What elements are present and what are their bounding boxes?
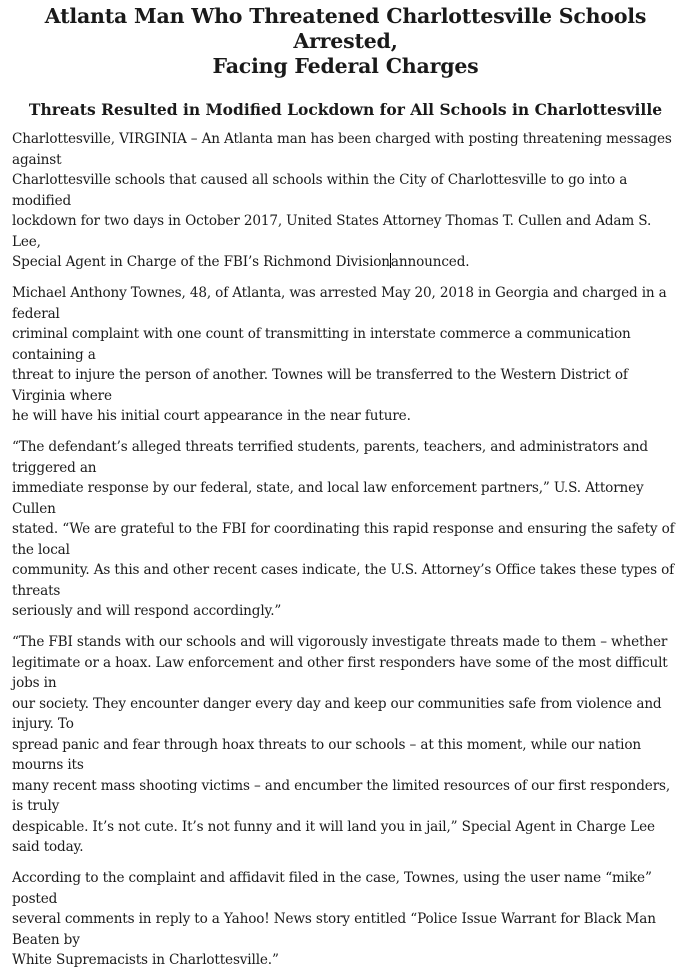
text-line: many recent mass shooting victims – and encumber the limited resources of our first responders, is truly xyxy=(12,777,671,814)
text-line: Charlottesville schools that caused all schools within the City of Charlottesville to go into a modified xyxy=(12,172,628,209)
text-line: stated. “We are grateful to the FBI for coordinating this rapid response and ensuring the safety of the local xyxy=(12,521,675,558)
text-line: several comments in reply to a Yahoo! News story entitled “Police Issue Warrant for Black Man Beaten by xyxy=(12,911,656,948)
paragraph-1 xyxy=(12,129,679,273)
paragraph-4 xyxy=(12,632,679,858)
headline-line-2: Facing Federal Charges xyxy=(212,54,479,78)
paragraph-2 xyxy=(12,283,679,427)
text-line: Charlottesville, VIRGINIA – An Atlanta man has been charged with posting threatening messages against xyxy=(12,131,672,168)
text-line: community. As this and other recent cases indicate, the U.S. Attorney’s Office takes these types of threats xyxy=(12,562,675,599)
paragraph-5 xyxy=(12,868,679,971)
text-line: spread panic and fear through hoax threats to our schools – at this moment, while our nation mourns its xyxy=(12,736,642,773)
headline xyxy=(12,4,679,79)
paragraph-3 xyxy=(12,437,679,622)
text-line: According to the complaint and affidavit filed in the case, Townes, using the user name “mike” posted xyxy=(12,870,652,907)
text-line: “The defendant’s alleged threats terrified students, parents, teachers, and administrators and triggered an xyxy=(12,439,648,476)
text-line: lockdown for two days in October 2017, United States Attorney Thomas T. Cullen and Adam S. Lee, xyxy=(12,213,652,250)
text-line: immediate response by our federal, state, and local law enforcement partners,” U.S. Attorney Cullen xyxy=(12,480,644,517)
text-line: Special Agent in Charge of the FBI’s Richmond Division xyxy=(12,254,390,270)
text-line: announced. xyxy=(390,254,470,270)
text-line: criminal complaint with one count of transmitting in interstate commerce a communication containing a xyxy=(12,326,631,363)
headline-line-1: Atlanta Man Who Threatened Charlottesville Schools Arrested, xyxy=(44,4,647,53)
text-line: seriously and will respond accordingly.” xyxy=(12,603,282,619)
text-line: despicable. It’s not cute. It’s not funny and it will land you in jail,” Special Agent in Charge Lee said today. xyxy=(12,818,655,855)
text-line: our society. They encounter danger every day and keep our communities safe from violence and injury. To xyxy=(12,695,662,732)
text-line: Michael Anthony Townes, 48, of Atlanta, was arrested May 20, 2018 in Georgia and charged in a federal xyxy=(12,285,667,322)
text-line: he will have his initial court appearance in the near future. xyxy=(12,408,411,424)
text-line: “The FBI stands with our schools and will vigorously investigate threats made to them – whether xyxy=(12,634,668,650)
subheadline: Threats Resulted in Modified Lockdown for All Schools in Charlottesville xyxy=(28,100,663,119)
text-line: threat to injure the person of another. Townes will be transferred to the Western District of Virginia where xyxy=(12,367,628,404)
text-line: legitimate or a hoax. Law enforcement and other first responders have some of the most difficult jobs in xyxy=(12,654,668,691)
text-line: White Supremacists in Charlottesville.” xyxy=(12,952,279,968)
